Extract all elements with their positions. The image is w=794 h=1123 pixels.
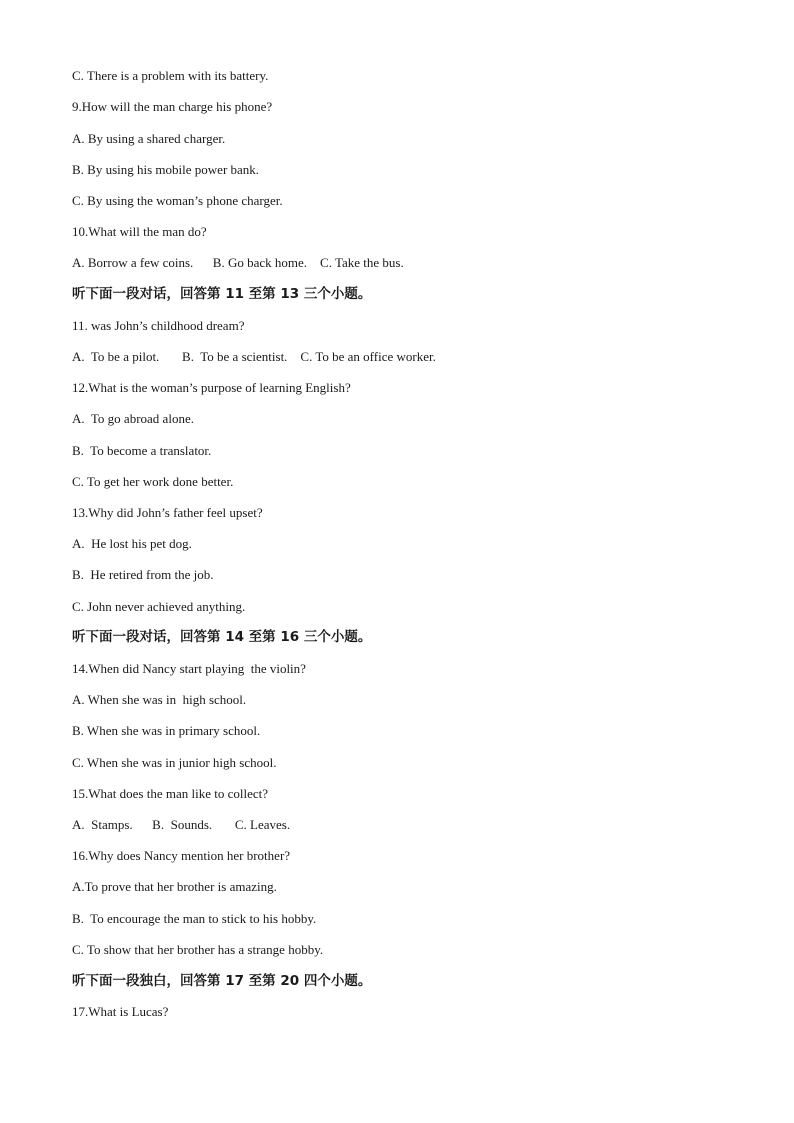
question-17: 17.What is Lucas? [72, 1004, 169, 1019]
option-16a: A.To prove that her brother is amazing. [72, 879, 277, 894]
option-12a: A. To go abroad alone. [72, 411, 194, 426]
question-11: 11. was John’s childhood dream? [72, 318, 245, 333]
option-14b: B. When she was in primary school. [72, 723, 261, 738]
option-9c: C. By using the woman’s phone charger. [72, 193, 283, 208]
options-15: A. Stamps. B. Sounds. C. Leaves. [72, 817, 291, 832]
option-12b: B. To become a translator. [72, 443, 212, 458]
question-12: 12.What is the woman’s purpose of learning English? [72, 380, 351, 395]
section-heading-17-20: 听下面一段独白，回答第 17 至第 20 四个小题。 [72, 973, 372, 989]
question-16: 16.Why does Nancy mention her brother? [72, 848, 291, 863]
option-13a: A. He lost his pet dog. [72, 536, 192, 551]
option-16b: B. To encourage the man to stick to his hobby. [72, 911, 317, 926]
question-15: 15.What does the man like to collect? [72, 786, 269, 801]
section-heading-11-13: 听下面一段对话，回答第 11 至第 13 三个小题。 [72, 286, 372, 302]
option-9b: B. By using his mobile power bank. [72, 162, 260, 177]
question-14: 14.When did Nancy start playing the violin? [72, 661, 306, 676]
option-14a: A. When she was in high school. [72, 692, 247, 707]
section-heading-14-16: 听下面一段对话，回答第 14 至第 16 三个小题。 [72, 629, 372, 645]
question-13: 13.Why did John’s father feel upset? [72, 505, 263, 520]
question-10: 10.What will the man do? [72, 224, 207, 239]
options-11: A. To be a pilot. B. To be a scientist. C. To be an office worker. [72, 349, 436, 364]
option-13c: C. John never achieved anything. [72, 599, 246, 614]
option-9a: A. By using a shared charger. [72, 131, 226, 146]
option-16c: C. To show that her brother has a strange hobby. [72, 942, 324, 957]
option-12c: C. To get her work done better. [72, 474, 234, 489]
options-10: A. Borrow a few coins. B. Go back home. C. Take the bus. [72, 255, 404, 270]
option-13b: B. He retired from the job. [72, 567, 214, 582]
option-14c: C. When she was in junior high school. [72, 755, 277, 770]
question-9: 9.How will the man charge his phone? [72, 99, 273, 114]
option-8c: C. There is a problem with its battery. [72, 68, 269, 83]
